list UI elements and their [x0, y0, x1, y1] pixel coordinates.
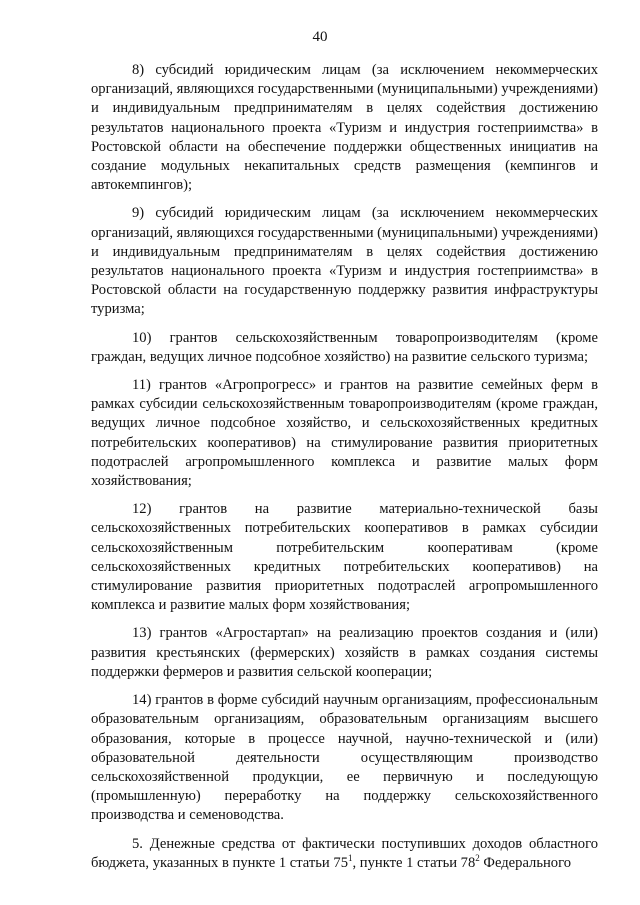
- paragraph-item-12: 12) грантов на развитие материально-технической базы сельскохозяйственных потребительских кооперативов в рамках субсидии сельскохозяйственным потребительским кооперативам (кроме сельскохозяйственных кредитных потребительских кооперативов) на стимулирование развития приоритетных подотраслей агропромышленного комплекса и развитие малых форм хозяйствования;: [91, 501, 598, 614]
- paragraph-point-5: [91, 835, 598, 873]
- page-number: 40: [312, 29, 328, 45]
- paragraph-item-11: 11) грантов «Агропрогресс» и грантов на развитие семейных ферм в рамках субсидии сельскохозяйственным товаропроизводителям (кроме граждан, ведущих личное подсобное хозяйство, и сельскохозяйственных кредитных потребительских кооперативов) на стимулирование развития приоритетных подотраслей агропромышленного комплекса и развитие малых форм хозяйствования;: [91, 377, 598, 490]
- superscript-1: 1: [348, 852, 353, 863]
- superscript-2: 2: [475, 852, 480, 863]
- paragraph-point-5-text-2: , пункте 1 статьи 78: [352, 854, 476, 871]
- paragraph-item-9: 9) субсидий юридическим лицам (за исключением некоммерческих организаций, являющихся государственными (муниципальными) учреждениями) и индивидуальным предпринимателям в целях содействия достижению результатов национального проекта «Туризм и индустрия гостеприимства» в Ростовской области на государственную поддержку развития инфраструктуры туризма;: [91, 205, 598, 318]
- paragraph-item-8: 8) субсидий юридическим лицам (за исключением некоммерческих организаций, являющихся государственными (муниципальными) учреждениями) и индивидуальным предпринимателям в целях содействия достижению результатов национального проекта «Туризм и индустрия гостеприимства» в Ростовской области на обеспечение поддержки общественных инициатив на создание модульных некапитальных средств размещения (кемпингов и автокемпингов);: [91, 62, 598, 194]
- paragraph-item-10: 10) грантов сельскохозяйственным товаропроизводителям (кроме граждан, ведущих личное подсобное хозяйство) на развитие сельского туризма;: [91, 329, 598, 365]
- paragraph-point-5-text-1: 5. Денежные средства от фактически поступивших доходов областного бюджета, указанных в пункте 1 статьи 75: [91, 835, 598, 871]
- paragraph-item-13: 13) грантов «Агростартап» на реализацию проектов создания и (или) развития крестьянских (фермерских) хозяйств в рамках создания системы поддержки фермеров и развития сельской кооперации;: [91, 625, 598, 680]
- paragraph-point-5-text-3: Федерального: [479, 854, 572, 871]
- document-body: [91, 61, 598, 873]
- paragraph-item-14: 14) грантов в форме субсидий научным организациям, профессиональным образовательным организациям, образовательным организациям высшего образования, которые в процессе научной, научно-технической и (или) образовательной деятельности осуществляющим производство сельскохозяйственной продукции, ее первичную и последующую (промышленную) переработку на поддержку сельскохозяйственного производства и семеноводства.: [91, 692, 598, 824]
